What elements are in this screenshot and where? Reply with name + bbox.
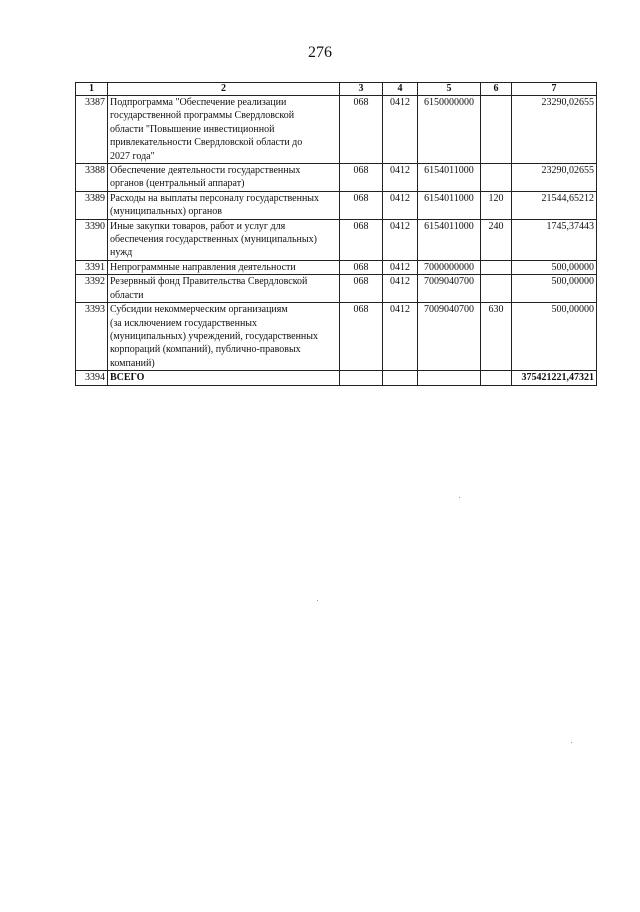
table-row <box>76 219 597 260</box>
description-line: государственной программы Свердловской <box>110 110 295 122</box>
section-code: 0412 <box>383 164 418 192</box>
expense-type-code <box>481 371 512 385</box>
column-header-6: 6 <box>481 83 512 96</box>
table-header-row <box>76 83 597 96</box>
expense-type-code <box>481 275 512 303</box>
ministry-code: 068 <box>340 275 383 303</box>
expense-type-code: 120 <box>481 191 512 219</box>
expense-type-code <box>481 164 512 192</box>
target-article-code: 7000000000 <box>418 260 481 274</box>
row-number: 3393 <box>76 303 108 371</box>
section-code: 0412 <box>383 260 418 274</box>
section-code <box>383 371 418 385</box>
scan-speck <box>571 742 572 743</box>
description-line: 2027 года" <box>110 150 155 162</box>
amount: 23290,02655 <box>512 96 597 164</box>
total-amount: 375421221,47321 <box>512 371 597 385</box>
row-description <box>108 260 340 274</box>
amount: 23290,02655 <box>512 164 597 192</box>
expense-type-code: 240 <box>481 219 512 260</box>
table-row <box>76 96 597 164</box>
column-header-3: 3 <box>340 83 383 96</box>
expense-type-code <box>481 260 512 274</box>
expense-type-code: 630 <box>481 303 512 371</box>
description-line: нужд <box>110 247 133 259</box>
target-article-code: 6150000000 <box>418 96 481 164</box>
description-line: привлекательности Свердловской области до <box>110 137 303 149</box>
ministry-code: 068 <box>340 96 383 164</box>
column-header-7: 7 <box>512 83 597 96</box>
description-line: (муниципальных) органов <box>110 206 223 218</box>
section-code: 0412 <box>383 191 418 219</box>
row-description <box>108 303 340 371</box>
description-line: области <box>110 289 144 301</box>
scan-speck <box>317 600 318 601</box>
column-header-5: 5 <box>418 83 481 96</box>
row-number: 3392 <box>76 275 108 303</box>
column-header-1: 1 <box>76 83 108 96</box>
target-article-code <box>418 371 481 385</box>
description-line: Непрограммные направления деятельности <box>110 261 296 273</box>
description-line: корпораций (компаний), публично-правовых <box>110 344 301 356</box>
description-line: органов (центральный аппарат) <box>110 178 245 190</box>
target-article-code: 6154011000 <box>418 164 481 192</box>
row-number: 3390 <box>76 219 108 260</box>
row-description <box>108 219 340 260</box>
target-article-code: 7009040700 <box>418 303 481 371</box>
row-number: 3389 <box>76 191 108 219</box>
row-number: 3394 <box>76 371 108 385</box>
description-line: Расходы на выплаты персоналу государственных <box>110 192 320 204</box>
table-row <box>76 191 597 219</box>
amount: 1745,37443 <box>512 219 597 260</box>
amount: 500,00000 <box>512 275 597 303</box>
total-label: ВСЕГО <box>108 371 340 385</box>
description-line: (за исключением государственных <box>110 317 258 329</box>
table-total-row <box>76 371 597 385</box>
column-header-2: 2 <box>108 83 340 96</box>
row-number: 3388 <box>76 164 108 192</box>
column-header-4: 4 <box>383 83 418 96</box>
row-description <box>108 96 340 164</box>
section-code: 0412 <box>383 275 418 303</box>
page-number: 276 <box>308 44 332 61</box>
table-row <box>76 275 597 303</box>
budget-table <box>75 82 597 386</box>
description-line: (муниципальных) учреждений, государственных <box>110 330 318 342</box>
description-line: Иные закупки товаров, работ и услуг для <box>110 220 286 232</box>
ministry-code: 068 <box>340 303 383 371</box>
description-line: области "Повышение инвестиционной <box>110 123 275 135</box>
row-description <box>108 275 340 303</box>
target-article-code: 6154011000 <box>418 219 481 260</box>
amount: 500,00000 <box>512 303 597 371</box>
table-row <box>76 260 597 274</box>
target-article-code: 6154011000 <box>418 191 481 219</box>
section-code: 0412 <box>383 303 418 371</box>
ministry-code <box>340 371 383 385</box>
description-line: компаний) <box>110 357 155 369</box>
ministry-code: 068 <box>340 191 383 219</box>
amount: 500,00000 <box>512 260 597 274</box>
section-code: 0412 <box>383 219 418 260</box>
table-row <box>76 303 597 371</box>
scan-speck <box>459 497 460 498</box>
target-article-code: 7009040700 <box>418 275 481 303</box>
description-line: Подпрограмма "Обеспечение реализации <box>110 97 287 108</box>
table-row <box>76 164 597 192</box>
amount: 21544,65212 <box>512 191 597 219</box>
section-code: 0412 <box>383 96 418 164</box>
description-line: обеспечения государственных (муниципальных) <box>110 234 317 246</box>
ministry-code: 068 <box>340 260 383 274</box>
description-line: Резервный фонд Правительства Свердловской <box>110 276 308 288</box>
row-number: 3391 <box>76 260 108 274</box>
ministry-code: 068 <box>340 219 383 260</box>
description-line: Обеспечение деятельности государственных <box>110 165 301 177</box>
expense-type-code <box>481 96 512 164</box>
description-line: Субсидии некоммерческим организациям <box>110 304 288 316</box>
row-description <box>108 164 340 192</box>
ministry-code: 068 <box>340 164 383 192</box>
row-number: 3387 <box>76 96 108 164</box>
row-description <box>108 191 340 219</box>
